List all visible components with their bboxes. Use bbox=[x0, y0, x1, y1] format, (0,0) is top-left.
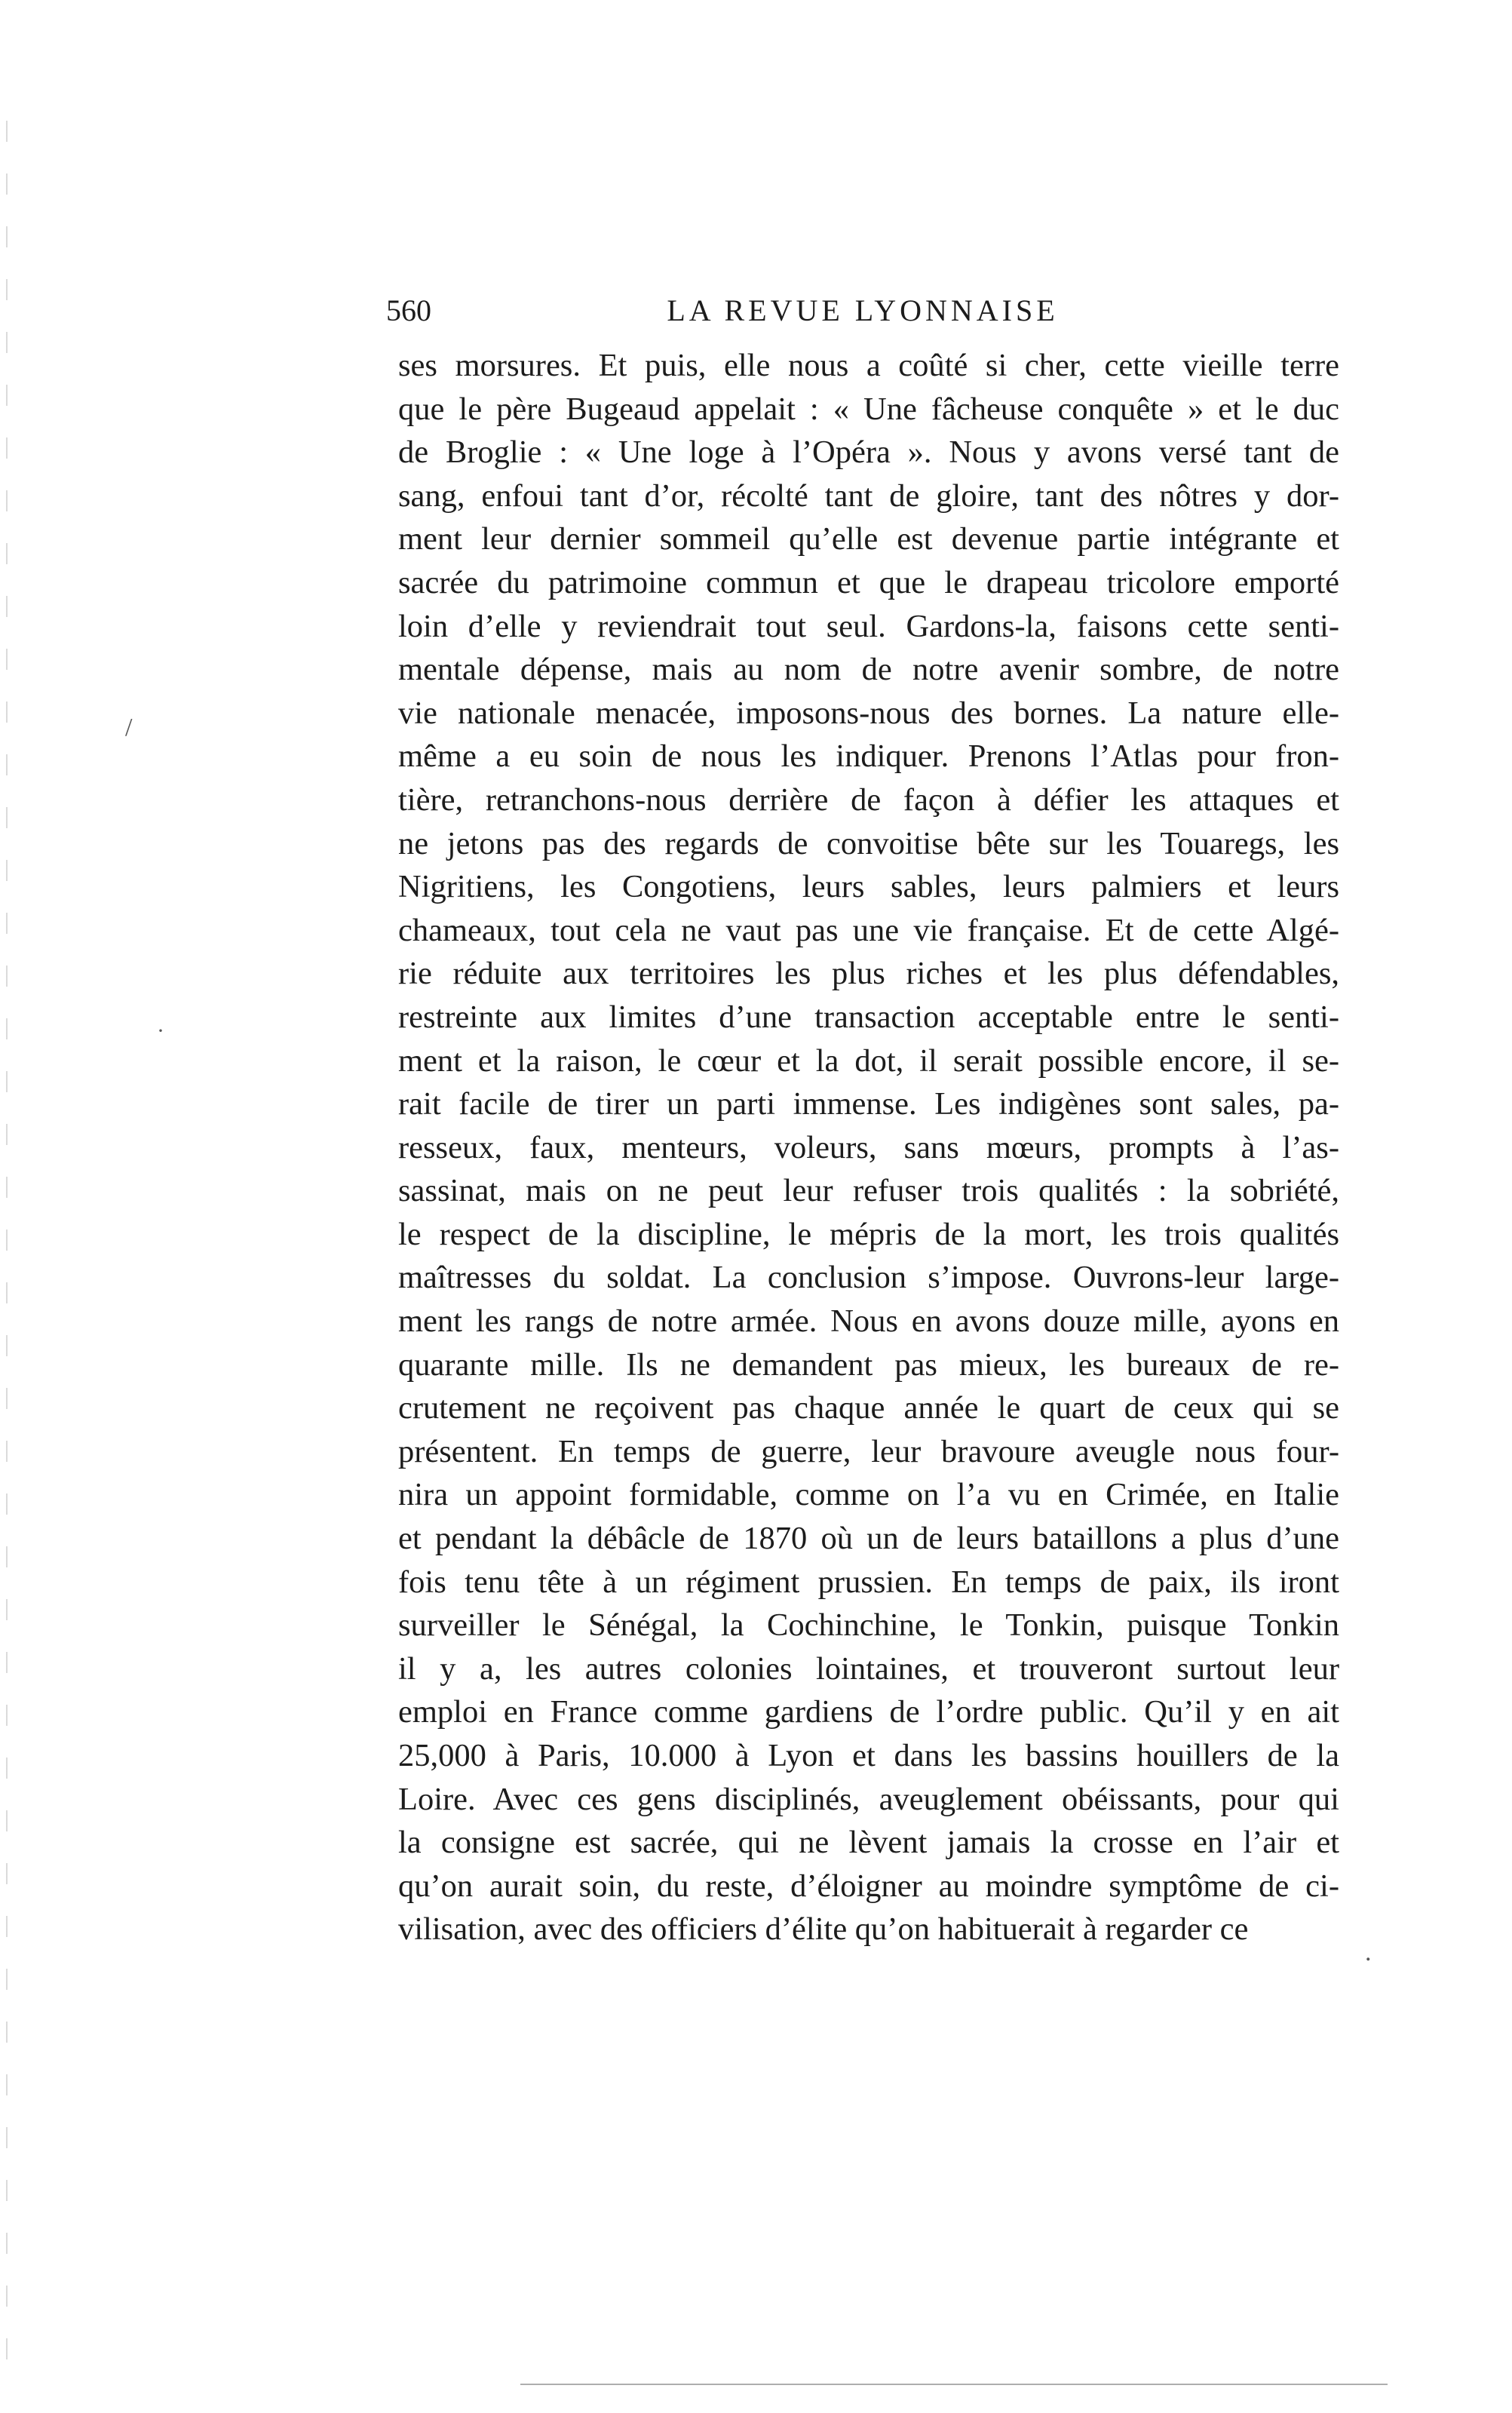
text-line: crutement ne reçoivent pas chaque année le quart de ceux qui se bbox=[398, 1390, 1339, 1426]
text-line: loin d’elle y reviendrait tout seul. Gardons-la, faisons cette senti- bbox=[398, 608, 1339, 644]
text-line: ne jetons pas des regards de convoitise bête sur les Touaregs, les bbox=[398, 825, 1339, 861]
bottom-rule bbox=[520, 2384, 1388, 2385]
text-line: sassinat, mais on ne peut leur refuser trois qualités : la sobriété, bbox=[398, 1173, 1339, 1209]
margin-mark: · bbox=[157, 1018, 164, 1043]
text-line: tière, retranchons-nous derrière de façon à défier les attaques et bbox=[398, 781, 1339, 818]
text-line: 25,000 à Paris, 10.000 à Lyon et dans les bassins houillers de la bbox=[398, 1738, 1339, 1773]
text-line: sacrée du patrimoine commun et que le drapeau tricolore emporté bbox=[398, 564, 1339, 600]
text-line: Loire. Avec ces gens disciplinés, aveuglement obéissants, pour qui bbox=[398, 1781, 1339, 1817]
text-line: mentale dépense, mais au nom de notre avenir sombre, de notre bbox=[398, 652, 1339, 688]
text-line: ment et la raison, le cœur et la dot, il serait possible encore, il se- bbox=[398, 1042, 1339, 1079]
margin-mark: / bbox=[125, 714, 133, 741]
text-line: quarante mille. Ils ne demandent pas mieux, les bureaux de re- bbox=[398, 1346, 1339, 1383]
text-line: ment leur dernier sommeil qu’elle est devenue partie intégrante et bbox=[398, 521, 1339, 557]
text-line: le respect de la discipline, le mépris de la mort, les trois qualités bbox=[398, 1216, 1339, 1252]
text-line: vie nationale menacée, imposons-nous des bornes. La nature elle- bbox=[398, 695, 1339, 731]
text-line: et pendant la débâcle de 1870 où un de leurs bataillons a plus d’une bbox=[398, 1521, 1339, 1557]
text-line: présentent. En temps de guerre, leur bravoure aveugle nous four- bbox=[398, 1433, 1339, 1469]
scan-edge-mark bbox=[6, 121, 8, 2368]
text-line: sang, enfoui tant d’or, récolté tant de gloire, tant des nôtres y dor- bbox=[398, 477, 1339, 514]
text-line: maîtresses du soldat. La conclusion s’impose. Ouvrons-leur large- bbox=[398, 1260, 1339, 1296]
text-line: emploi en France comme gardiens de l’ordre public. Qu’il y en ait bbox=[398, 1694, 1339, 1730]
text-line: de Broglie : « Une loge à l’Opéra ». Nous y avons versé tant de bbox=[398, 434, 1339, 471]
text-line: la consigne est sacrée, qui ne lèvent jamais la crosse en l’air et bbox=[398, 1825, 1339, 1861]
running-title: LA REVUE LYONNAISE bbox=[667, 293, 1059, 327]
text-line: qu’on aurait soin, du reste, d’éloigner au moindre symptôme de ci- bbox=[398, 1868, 1339, 1904]
text-line: chameaux, tout cela ne vaut pas une vie française. Et de cette Algé- bbox=[398, 912, 1339, 948]
text-line: que le père Bugeaud appelait : « Une fâcheuse conquête » et le duc bbox=[398, 391, 1339, 427]
text-line: fois tenu tête à un régiment prussien. En temps de paix, ils iront bbox=[398, 1564, 1339, 1600]
text-line: il y a, les autres colonies lointaines, et trouveront surtout leur bbox=[398, 1650, 1339, 1687]
margin-mark: . bbox=[1365, 1939, 1372, 1966]
running-header bbox=[386, 293, 1339, 338]
text-line: Nigritiens, les Congotiens, leurs sables, leurs palmiers et leurs bbox=[398, 869, 1339, 905]
text-line: nira un appoint formidable, comme on l’a vu en Crimée, en Italie bbox=[398, 1477, 1339, 1513]
page-number: 560 bbox=[386, 293, 431, 327]
text-line: ses morsures. Et puis, elle nous a coûté si cher, cette vieille terre bbox=[398, 348, 1339, 383]
text-line: restreinte aux limites d’une transaction acceptable entre le senti- bbox=[398, 999, 1339, 1035]
text-line: ment les rangs de notre armée. Nous en avons douze mille, ayons en bbox=[398, 1303, 1339, 1340]
text-line: vilisation, avec des officiers d’élite qu’on habituerait à regarder ce bbox=[398, 1911, 1249, 1948]
body-text bbox=[398, 344, 1339, 1951]
text-line: même a eu soin de nous les indiquer. Prenons l’Atlas pour fron- bbox=[398, 738, 1339, 775]
text-line: surveiller le Sénégal, la Cochinchine, le Tonkin, puisque Tonkin bbox=[398, 1607, 1339, 1644]
text-line: rie réduite aux territoires les plus riches et les plus défendables, bbox=[398, 956, 1339, 992]
text-line: rait facile de tirer un parti immense. Les indigènes sont sales, pa- bbox=[398, 1086, 1339, 1122]
text-line: resseux, faux, menteurs, voleurs, sans mœurs, prompts à l’as- bbox=[398, 1129, 1339, 1165]
